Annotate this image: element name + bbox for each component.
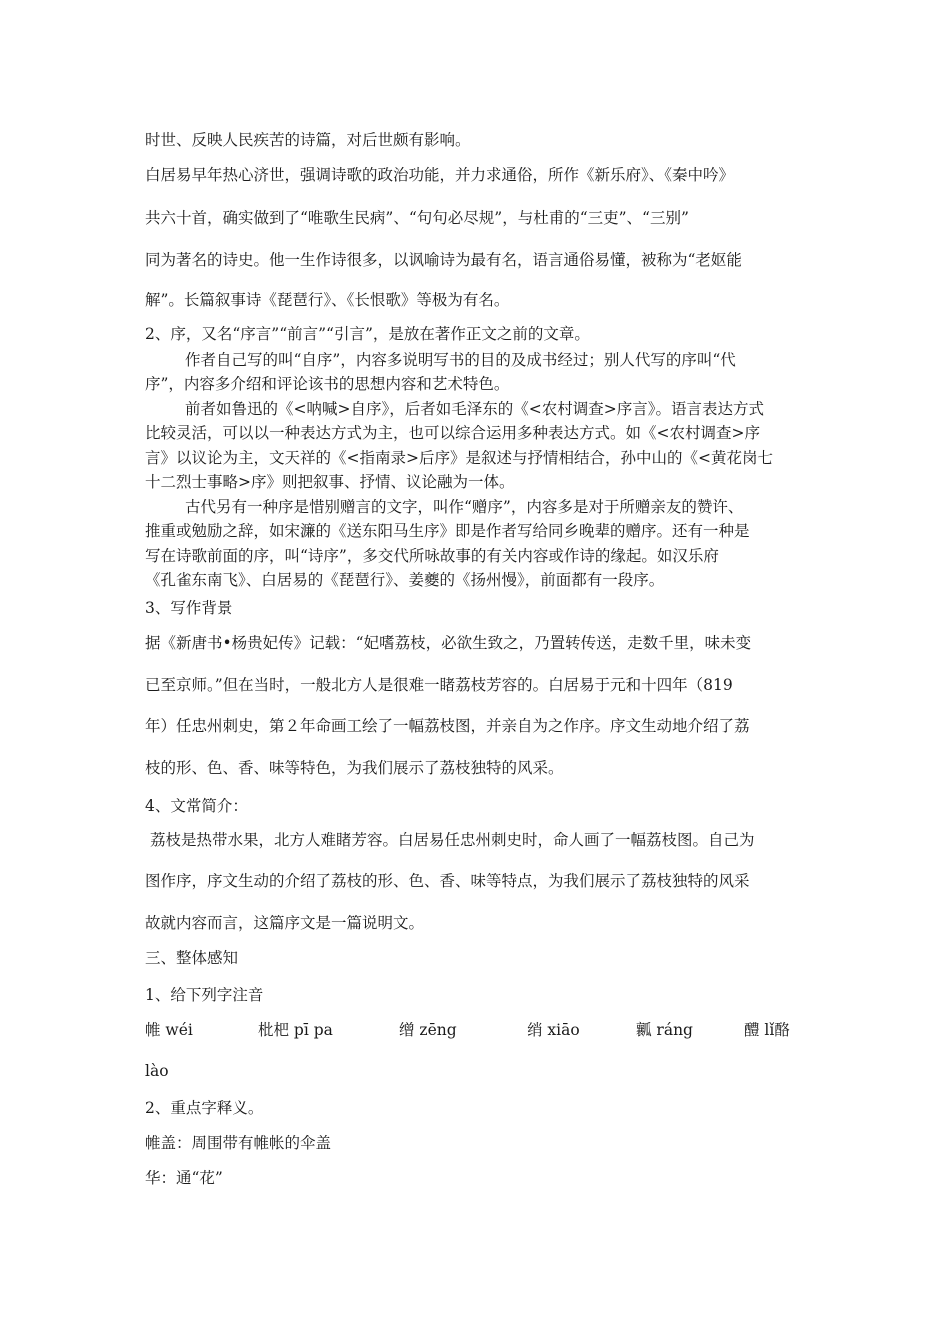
section-heading: 三、整体感知 bbox=[145, 949, 239, 967]
pinyin-item: 醴 lǐ酪 bbox=[744, 1021, 790, 1039]
paragraph-line: 时世、反映人民疾苦的诗篇，对后世颇有影响。 bbox=[145, 131, 471, 149]
pinyin-item: 缯 zēng bbox=[399, 1021, 457, 1039]
paragraph-line: 写在诗歌前面的序，叫“诗序”，多交代所咏故事的有关内容或作诗的缘起。如汉乐府 bbox=[145, 547, 719, 565]
paragraph-line: 前者如鲁迅的《<呐喊>自序》，后者如毛泽东的《<农村调查>序言》。语言表达方式 bbox=[185, 400, 764, 418]
pinyin-item: 帷 wéi bbox=[145, 1021, 193, 1039]
paragraph-line: 故就内容而言，这篇序文是一篇说明文。 bbox=[145, 914, 425, 932]
section-heading: 1、给下列字注音 bbox=[145, 986, 264, 1004]
paragraph-line: 白居易早年热心济世，强调诗歌的政治功能，并力求通俗，所作《新乐府》、《秦中吟》 bbox=[145, 166, 735, 184]
paragraph-line: 《孔雀东南飞》、白居易的《琵琶行》、姜夔的《扬州慢》，前面都有一段序。 bbox=[145, 571, 665, 589]
paragraph-line: 作者自己写的叫“自序”，内容多说明写书的目的及成书经过；别人代写的序叫“代 bbox=[185, 351, 736, 369]
paragraph-line: 解”。长篇叙事诗《琵琶行》、《长恨歌》等极为有名。 bbox=[145, 291, 510, 309]
pinyin-item: 瓤 ráng bbox=[636, 1021, 693, 1039]
paragraph-line: 帷盖：周围带有帷帐的伞盖 bbox=[145, 1134, 332, 1152]
paragraph-line: 言》以议论为主，文天祥的《<指南录>后序》是叙述与抒情相结合，孙中山的《<黄花岗七 bbox=[145, 449, 773, 467]
paragraph-line: 图作序，序文生动的介绍了荔枝的形、色、香、味等特点，为我们展示了荔枝独特的风采 bbox=[145, 872, 750, 890]
pinyin-item: 枇杷 pī pa bbox=[258, 1021, 333, 1039]
paragraph-line: 推重或勉励之辞，如宋濂的《送东阳马生序》即是作者写给同乡晚辈的赠序。还有一种是 bbox=[145, 522, 750, 540]
paragraph-line: 年）任忠州刺史，第２年命画工绘了一幅荔枝图，并亲自为之作序。序文生动地介绍了荔 bbox=[145, 717, 750, 735]
pinyin-item: lào bbox=[145, 1062, 169, 1080]
paragraph-line: 已至京师。”但在当时，一般北方人是很难一睹荔枝芳容的。白居易于元和十四年（819 bbox=[145, 676, 733, 694]
section-heading: 2、重点字释义。 bbox=[145, 1099, 264, 1117]
paragraph-line: 荔枝是热带水果，北方人难睹芳容。白居易任忠州刺史时，命人画了一幅荔枝图。自己为 bbox=[150, 831, 755, 849]
paragraph-line: 共六十首，确实做到了“唯歌生民病”、“句句必尽规”，与杜甫的“三吏”、“三别” bbox=[145, 209, 689, 227]
paragraph-line: 古代另有一种序是惜别赠言的文字，叫作“赠序”，内容多是对于所赠亲友的赞许、 bbox=[185, 498, 744, 516]
paragraph-line: 十二烈士事略>序》则把叙事、抒情、议论融为一体。 bbox=[145, 473, 515, 491]
section-heading: 2、序，又名“序言”“前言”“引言”，是放在著作正文之前的文章。 bbox=[145, 325, 590, 343]
section-heading: 3、写作背景 bbox=[145, 599, 233, 617]
paragraph-line: 同为著名的诗史。他一生作诗很多，以讽喻诗为最有名，语言通俗易懂，被称为“老妪能 bbox=[145, 251, 742, 269]
paragraph-line: 据《新唐书•杨贵妃传》记载：“妃嗜荔枝，必欲生致之，乃置转传送，走数千里，味未变 bbox=[145, 634, 752, 652]
paragraph-line: 比较灵活，可以以一种表达方式为主，也可以综合运用多种表达方式。如《<农村调查>序 bbox=[145, 424, 760, 442]
paragraph-line: 枝的形、色、香、味等特色，为我们展示了荔枝独特的风采。 bbox=[145, 759, 564, 777]
paragraph-line: 华：通“花” bbox=[145, 1169, 223, 1187]
paragraph-line: 序”，内容多介绍和评论该书的思想内容和艺术特色。 bbox=[145, 375, 510, 393]
section-heading: 4、文常简介： bbox=[145, 797, 248, 815]
pinyin-item: 绡 xiāo bbox=[527, 1021, 580, 1039]
